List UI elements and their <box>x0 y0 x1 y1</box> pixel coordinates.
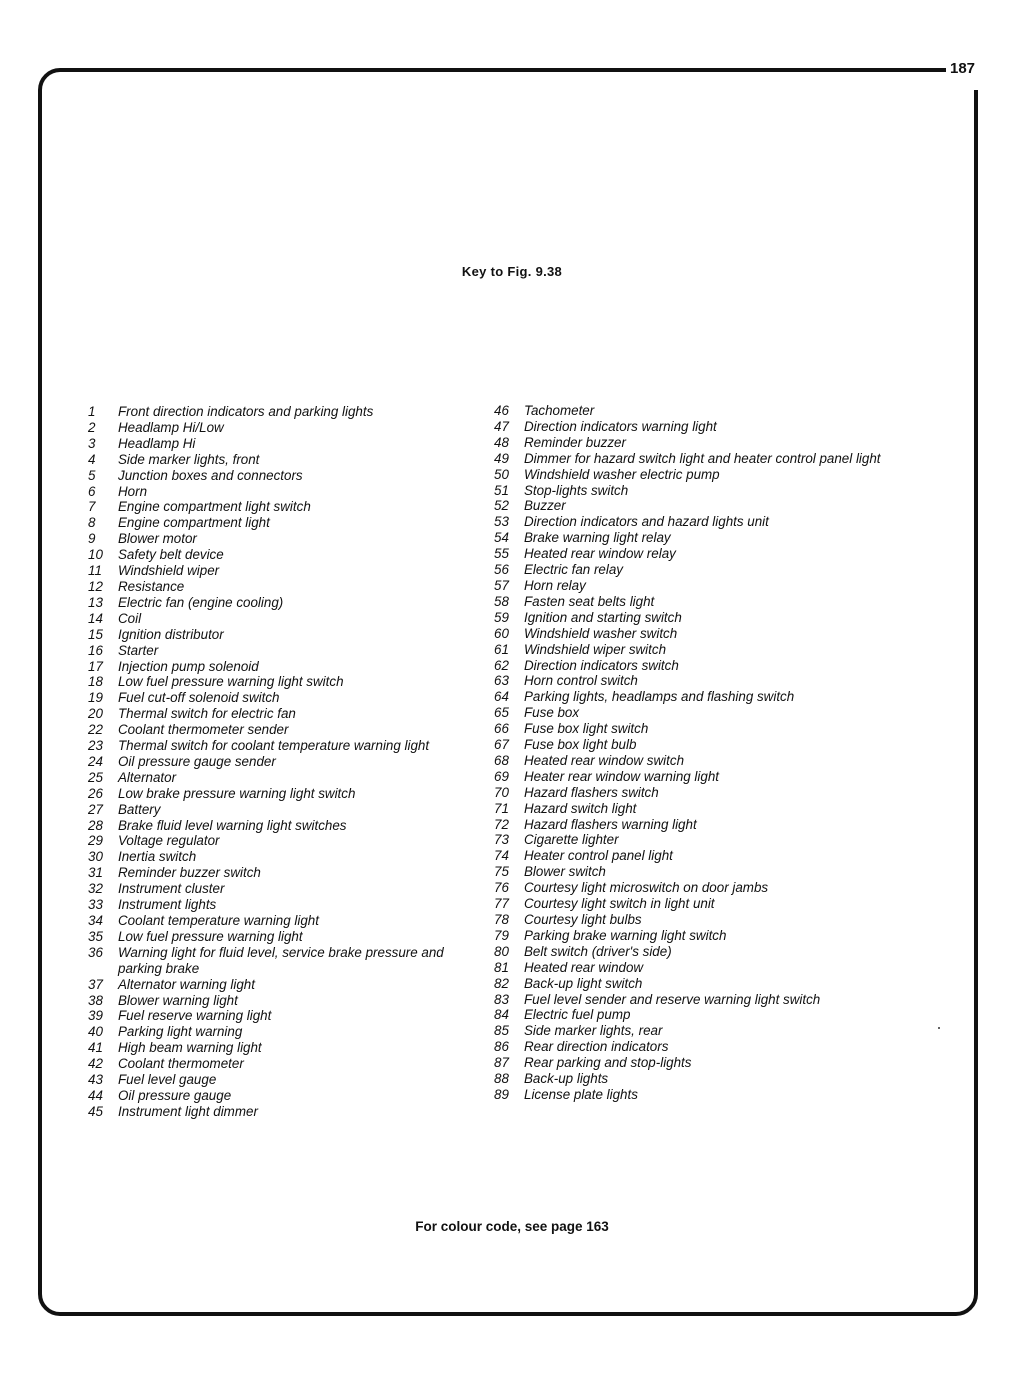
top-rule <box>930 68 946 72</box>
key-item <box>494 642 944 658</box>
key-item-label: Coolant temperature warning light <box>118 913 319 928</box>
key-item-number: 69 <box>494 768 509 784</box>
key-item <box>88 595 488 611</box>
key-item <box>494 673 944 689</box>
key-item <box>494 944 944 960</box>
key-item-number: 68 <box>494 752 509 768</box>
key-item <box>88 993 488 1009</box>
key-item <box>494 1039 944 1055</box>
key-item-number: 13 <box>88 594 103 610</box>
key-item-label: Blower warning light <box>118 992 238 1008</box>
key-item <box>494 403 944 419</box>
key-item-label: Alternator <box>118 769 177 785</box>
key-item-label: Courtesy light microswitch on door jambs <box>524 880 769 896</box>
key-item <box>494 912 944 928</box>
key-item-label: Low fuel pressure warning light switch <box>118 674 344 690</box>
key-item <box>88 420 488 436</box>
key-item-number: 83 <box>494 991 509 1007</box>
key-item <box>88 627 488 643</box>
key-list-left-column <box>88 404 488 1120</box>
key-item <box>494 483 944 499</box>
key-item <box>88 722 488 738</box>
key-item <box>494 419 944 435</box>
key-item <box>88 1056 488 1072</box>
key-item-label: Courtesy light bulbs <box>524 912 642 927</box>
key-item-label: Safety belt device <box>118 547 224 563</box>
key-item <box>88 754 488 770</box>
key-item-number: 78 <box>494 912 509 927</box>
key-item <box>88 977 488 993</box>
key-item-label: Electric fuel pump <box>524 1007 631 1023</box>
key-list-right-column <box>494 403 944 1103</box>
key-item-number: 39 <box>88 1008 103 1024</box>
key-item-label: Cigarette lighter <box>524 832 619 848</box>
key-item <box>494 976 944 992</box>
key-item-number: 18 <box>88 674 103 690</box>
key-item-label: Fuel reserve warning light <box>118 1008 272 1024</box>
key-item-label: Heated rear window relay <box>524 546 676 562</box>
key-item-label: Fuse box light bulb <box>524 737 637 753</box>
key-item-number: 79 <box>494 927 509 943</box>
key-item <box>494 769 944 785</box>
key-item-label: Horn relay <box>524 577 586 593</box>
key-item-label: Back-up lights <box>524 1071 609 1087</box>
key-item <box>88 690 488 706</box>
key-item <box>494 578 944 594</box>
key-item-number: 33 <box>88 897 103 913</box>
key-item-label: Headlamp Hi <box>118 435 196 451</box>
key-item-label: License plate lights <box>524 1086 638 1102</box>
key-item <box>494 594 944 610</box>
key-item <box>494 880 944 896</box>
page-number: 187 <box>950 60 976 77</box>
key-item-label: Fasten seat belts light <box>524 593 655 609</box>
key-item-label: Stop-lights switch <box>524 482 629 498</box>
key-item-label: Windshield wiper switch <box>524 641 667 657</box>
key-item-number: 20 <box>88 706 103 722</box>
key-item <box>494 546 944 562</box>
key-item <box>88 913 488 929</box>
key-item <box>88 802 488 818</box>
key-item <box>494 1071 944 1087</box>
key-item-number: 49 <box>494 450 509 466</box>
key-item <box>494 753 944 769</box>
key-item-label: Instrument light dimmer <box>118 1103 258 1119</box>
key-item <box>88 1072 488 1088</box>
key-item <box>494 498 944 514</box>
key-item-label: Ignition distributor <box>118 626 224 642</box>
key-item-number: 26 <box>88 785 103 801</box>
key-item-label: Windshield washer switch <box>524 625 678 641</box>
key-item-number: 31 <box>88 865 103 881</box>
key-item-number: 9 <box>88 531 96 547</box>
key-item-number: 40 <box>88 1024 103 1040</box>
key-item-label: Low brake pressure warning light switch <box>118 785 356 801</box>
key-item-label: Hazard flashers warning light <box>524 816 697 832</box>
key-item-number: 16 <box>88 642 103 658</box>
key-item <box>88 929 488 945</box>
key-item-label: Side marker lights, rear <box>524 1023 663 1039</box>
key-item <box>88 738 488 754</box>
colour-code-note: For colour code, see page 163 <box>415 1219 609 1234</box>
key-item-label: Horn control switch <box>524 673 638 689</box>
key-item <box>88 547 488 563</box>
key-item <box>494 1007 944 1023</box>
key-item-number: 15 <box>88 626 103 642</box>
key-item-label: Fuel level gauge <box>118 1072 217 1088</box>
key-item-number: 84 <box>494 1007 509 1023</box>
key-item <box>88 706 488 722</box>
key-item-number: 61 <box>494 641 509 657</box>
key-item-number: 44 <box>88 1087 103 1103</box>
key-item-label: Alternator warning light <box>118 976 255 992</box>
key-item-number: 64 <box>494 689 509 705</box>
key-item-number: 71 <box>494 800 509 816</box>
key-item-number: 85 <box>494 1023 509 1039</box>
key-item-label: Instrument lights <box>118 897 217 913</box>
key-item-number: 19 <box>88 690 103 706</box>
key-item <box>494 928 944 944</box>
key-item-number: 48 <box>494 434 509 450</box>
key-item-label: Fuel cut-off solenoid switch <box>118 690 280 706</box>
key-item-number: 59 <box>494 609 509 625</box>
key-item-number: 65 <box>494 705 509 721</box>
key-item-number: 73 <box>494 832 509 848</box>
key-item <box>494 626 944 642</box>
key-item-number: 42 <box>88 1056 103 1072</box>
key-item <box>88 1008 488 1024</box>
key-item-label: High beam warning light <box>118 1040 262 1056</box>
key-item-label: Electric fan relay <box>524 562 623 578</box>
key-item <box>494 1087 944 1103</box>
key-item <box>88 643 488 659</box>
key-item-label: Thermal switch for coolant temperature warning light <box>118 738 430 754</box>
key-item <box>494 801 944 817</box>
key-item-label: Oil pressure gauge <box>118 1087 232 1103</box>
key-item-label: Parking light warning <box>118 1024 243 1040</box>
key-item <box>88 515 488 531</box>
key-item <box>88 404 488 420</box>
key-item-label: Tachometer <box>524 403 595 418</box>
key-item-number: 76 <box>494 880 509 896</box>
key-item-number: 55 <box>494 546 509 562</box>
key-item-number: 47 <box>494 418 509 434</box>
key-item <box>88 531 488 547</box>
key-item-number: 4 <box>88 451 96 467</box>
key-item-label: Coil <box>118 610 142 626</box>
key-item-number: 67 <box>494 737 509 753</box>
key-item-label: Hazard flashers switch <box>524 784 659 800</box>
key-item-number: 22 <box>88 722 103 738</box>
key-item-label: Engine compartment light <box>118 515 270 531</box>
key-item <box>88 611 488 627</box>
key-item-label: Injection pump solenoid <box>118 658 259 674</box>
key-item <box>88 436 488 452</box>
key-item <box>494 658 944 674</box>
key-item <box>494 689 944 705</box>
key-item <box>88 833 488 849</box>
key-item-number: 53 <box>494 514 509 530</box>
key-item-number: 23 <box>88 738 103 754</box>
key-item-number: 81 <box>494 959 509 975</box>
key-item-number: 45 <box>88 1103 103 1119</box>
key-item <box>494 705 944 721</box>
key-item-label: Electric fan (engine cooling) <box>118 594 284 610</box>
key-item-number: 14 <box>88 610 103 626</box>
key-item-label: Front direction indicators and parking lights <box>118 404 374 419</box>
key-item <box>494 737 944 753</box>
key-item-label: Reminder buzzer <box>524 434 626 450</box>
key-item-number: 24 <box>88 753 103 769</box>
key-item-label: Rear parking and stop-lights <box>524 1055 692 1071</box>
key-item-label: Low fuel pressure warning light <box>118 928 303 944</box>
key-item <box>494 1023 944 1039</box>
key-item-label: Horn <box>118 483 148 499</box>
key-item-number: 37 <box>88 976 103 992</box>
key-item-label: Inertia switch <box>118 849 197 865</box>
key-item-number: 34 <box>88 913 103 928</box>
key-item-number: 28 <box>88 817 103 833</box>
key-item <box>88 674 488 690</box>
key-item <box>494 817 944 833</box>
key-item-label: Parking brake warning light switch <box>524 927 727 943</box>
key-item-label: Coolant thermometer <box>118 1056 244 1072</box>
key-item-number: 46 <box>494 403 509 418</box>
key-item-label: Courtesy light switch in light unit <box>524 896 715 912</box>
key-item-number: 80 <box>494 943 509 959</box>
key-item-number: 35 <box>88 928 103 944</box>
key-item-number: 12 <box>88 578 103 594</box>
key-item <box>88 499 488 515</box>
key-item <box>88 1024 488 1040</box>
key-item-number: 87 <box>494 1055 509 1071</box>
key-item-number: 63 <box>494 673 509 689</box>
key-item-label: Brake warning light relay <box>524 530 671 546</box>
key-item-label: Brake fluid level warning light switches <box>118 817 347 833</box>
key-item-number: 77 <box>494 896 509 912</box>
key-item-label: Parking lights, headlamps and flashing switch <box>524 689 795 705</box>
key-item-number: 60 <box>494 625 509 641</box>
key-item <box>88 563 488 579</box>
key-item-label: Reminder buzzer switch <box>118 865 261 881</box>
key-item-number: 27 <box>88 801 103 817</box>
key-item-number: 10 <box>88 547 103 563</box>
key-item-label: Battery <box>118 801 161 817</box>
key-item-number: 70 <box>494 784 509 800</box>
key-item <box>494 451 944 467</box>
key-item-label: Fuse box <box>524 705 580 721</box>
key-item-number: 25 <box>88 769 103 785</box>
key-item-number: 72 <box>494 816 509 832</box>
key-item-number: 56 <box>494 562 509 578</box>
key-item-number: 82 <box>494 975 509 991</box>
key-item-number: 86 <box>494 1039 509 1055</box>
print-speck <box>938 1027 940 1029</box>
key-item-label: Blower switch <box>524 864 606 880</box>
key-item <box>494 1055 944 1071</box>
key-item <box>494 832 944 848</box>
key-item-number: 41 <box>88 1040 103 1056</box>
key-item-number: 11 <box>88 563 102 579</box>
key-item-number: 54 <box>494 530 509 546</box>
key-item-number: 75 <box>494 864 509 880</box>
key-item-number: 17 <box>88 658 103 674</box>
key-item-label: Rear direction indicators <box>524 1039 669 1055</box>
key-item-number: 36 <box>88 944 103 960</box>
key-item <box>494 562 944 578</box>
key-item-label: Buzzer <box>524 498 566 514</box>
key-item <box>88 865 488 881</box>
key-item-number: 62 <box>494 657 509 673</box>
key-item <box>494 785 944 801</box>
key-item <box>88 770 488 786</box>
key-item <box>494 435 944 451</box>
key-item <box>494 960 944 976</box>
key-item <box>494 896 944 912</box>
key-item <box>88 881 488 897</box>
key-item-number: 51 <box>494 482 509 498</box>
key-item-number: 29 <box>88 833 103 849</box>
key-item-number: 7 <box>88 499 96 515</box>
key-item-label: Windshield washer electric pump <box>524 466 720 482</box>
key-item-number: 2 <box>88 419 96 435</box>
key-item-number: 30 <box>88 849 103 865</box>
key-item-number: 8 <box>88 515 96 531</box>
key-item-label: Warning light for fluid level, service brake pressure and parking brake <box>118 944 444 976</box>
key-item-label: Headlamp Hi/Low <box>118 419 224 435</box>
key-item-label: Heated rear window switch <box>524 752 685 768</box>
key-item-label: Fuse box light switch <box>524 721 649 737</box>
key-item-number: 1 <box>88 404 96 419</box>
key-item-number: 88 <box>494 1071 509 1087</box>
key-item-number: 32 <box>88 881 103 897</box>
key-item-number: 43 <box>88 1072 103 1088</box>
key-item-label: Thermal switch for electric fan <box>118 706 296 722</box>
key-item-label: Starter <box>118 642 159 658</box>
key-item <box>494 530 944 546</box>
key-item <box>88 468 488 484</box>
key-item-number: 3 <box>88 435 96 451</box>
key-item <box>88 659 488 675</box>
key-item-label: Voltage regulator <box>118 833 220 849</box>
key-item <box>88 1104 488 1120</box>
key-item-label: Windshield wiper <box>118 563 220 579</box>
key-item-label: Side marker lights, front <box>118 451 260 467</box>
key-item-label: Engine compartment light switch <box>118 499 311 515</box>
key-item-number: 89 <box>494 1086 509 1102</box>
key-item-number: 74 <box>494 848 509 864</box>
key-item-number: 6 <box>88 483 96 499</box>
key-item-label: Dimmer for hazard switch light and heater control panel light <box>524 450 881 466</box>
key-item-label: Back-up light switch <box>524 975 643 991</box>
key-title: Key to Fig. 9.38 <box>461 264 563 279</box>
key-item <box>88 484 488 500</box>
key-item <box>88 1040 488 1056</box>
key-item-number: 5 <box>88 467 96 483</box>
key-item-label: Fuel level sender and reserve warning light switch <box>524 991 821 1007</box>
key-item-label: Direction indicators switch <box>524 657 679 673</box>
key-item-label: Oil pressure gauge sender <box>118 753 276 769</box>
key-item <box>88 786 488 802</box>
key-item-number: 66 <box>494 721 509 737</box>
key-item <box>88 1088 488 1104</box>
key-item-number: 57 <box>494 577 509 593</box>
key-item-label: Heater control panel light <box>524 848 673 864</box>
key-item <box>88 897 488 913</box>
key-item <box>88 452 488 468</box>
key-item-label: Direction indicators warning light <box>524 418 717 434</box>
key-item-number: 50 <box>494 466 509 482</box>
key-item <box>494 610 944 626</box>
key-item-label: Direction indicators and hazard lights unit <box>524 514 769 530</box>
key-item <box>494 848 944 864</box>
key-item-label: Resistance <box>118 578 185 594</box>
key-item-label: Coolant thermometer sender <box>118 722 289 738</box>
key-item <box>494 992 944 1008</box>
key-item <box>494 721 944 737</box>
key-item <box>494 864 944 880</box>
key-item-label: Junction boxes and connectors <box>118 467 303 483</box>
key-item-label: Ignition and starting switch <box>524 609 682 625</box>
key-item <box>494 467 944 483</box>
key-item <box>88 579 488 595</box>
key-item <box>88 818 488 834</box>
key-item <box>88 849 488 865</box>
key-item-label: Belt switch (driver's side) <box>524 943 672 959</box>
key-item <box>88 945 488 977</box>
key-item-label: Heated rear window <box>524 959 644 975</box>
key-item-number: 38 <box>88 992 103 1008</box>
key-item-number: 58 <box>494 593 509 609</box>
key-item-number: 52 <box>494 498 509 514</box>
key-item <box>494 514 944 530</box>
key-item-label: Heater rear window warning light <box>524 768 720 784</box>
key-item-label: Blower motor <box>118 531 197 547</box>
key-item-label: Instrument cluster <box>118 881 225 897</box>
key-item-label: Hazard switch light <box>524 800 637 816</box>
